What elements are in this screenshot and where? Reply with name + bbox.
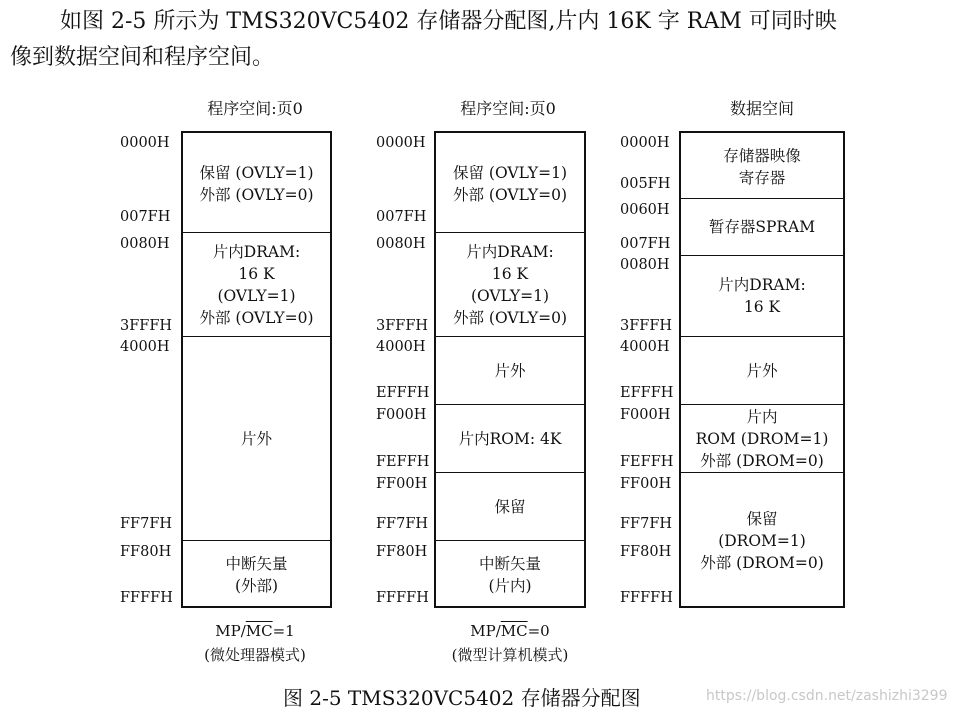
- memory-segment: [436, 540, 584, 608]
- mode-label: [452, 619, 569, 667]
- address-label: 005FH: [620, 176, 671, 192]
- address-label: FF7FH: [620, 516, 673, 532]
- segment-label-line: 外部 (OVLY=0): [452, 185, 568, 204]
- address-label: 0000H: [620, 135, 670, 151]
- address-label: FEFFH: [376, 454, 430, 470]
- segment-label: [681, 274, 843, 318]
- address-label: FF80H: [620, 544, 672, 560]
- memory-segment: [681, 336, 843, 404]
- address-label: 3FFFH: [376, 318, 429, 334]
- segment-label-line: 外部 (DROM=0): [700, 451, 824, 470]
- memory-segment: [183, 133, 330, 234]
- segment-label-line: 寄存器: [738, 168, 786, 187]
- address-label: FF80H: [120, 544, 172, 560]
- address-label: 0000H: [120, 135, 170, 151]
- address-label: FF7FH: [120, 516, 173, 532]
- address-label: 3FFFH: [620, 318, 673, 334]
- address-label: 007FH: [376, 209, 427, 225]
- intro-line-1: 如图 2-5 所示为 TMS320VC5402 存储器分配图,片内 16K 字 RAM 可同时映: [60, 9, 837, 34]
- address-label: 0080H: [376, 236, 426, 252]
- segment-label: [681, 406, 843, 472]
- mode-description: (微处理器模式): [204, 646, 306, 664]
- intro-line-2: 像到数据空间和程序空间。: [10, 45, 275, 70]
- segment-label: [681, 216, 843, 238]
- address-label: FFFFH: [620, 590, 673, 606]
- segment-label-line: 片内DRAM:: [212, 242, 301, 261]
- memory-segment: [681, 198, 843, 255]
- segment-label-line: 中断矢量: [478, 554, 541, 573]
- memory-segment: [436, 472, 584, 540]
- column-title: 程序空间:页0: [460, 99, 556, 118]
- segment-label-line: 片内: [746, 407, 778, 426]
- mode-formula: $MP/\overline{MC}=0$: [470, 622, 550, 640]
- address-label: 3FFFH: [120, 318, 173, 334]
- segment-label-line: 保留 (OVLY=1): [452, 163, 568, 182]
- memory-segment: [436, 404, 584, 472]
- address-label: 4000H: [120, 339, 170, 355]
- memory-segment: [436, 336, 584, 404]
- segment-label-line: 片内DRAM:: [466, 242, 554, 261]
- memory-segment: [183, 336, 330, 540]
- segment-label-line: 保留: [746, 509, 778, 528]
- segment-label-line: (片内): [488, 576, 532, 595]
- segment-label-line: 片外: [240, 429, 272, 448]
- segment-label-line: 外部 (OVLY=0): [452, 308, 568, 327]
- segment-label-line: (DROM=1): [718, 531, 806, 550]
- segment-label: [681, 145, 843, 189]
- address-label: F000H: [620, 407, 671, 423]
- segment-label-line: (OVLY=1): [470, 286, 550, 305]
- segment-label: [436, 360, 584, 382]
- mode-label: [204, 619, 306, 667]
- memory-segment: [681, 133, 843, 200]
- segment-label-line: 16 K: [743, 298, 781, 316]
- watermark: https://blog.csdn.net/zashizhi3299: [706, 688, 948, 704]
- address-label: 0080H: [120, 236, 170, 252]
- address-label: EFFFH: [620, 385, 674, 401]
- address-label: FF00H: [376, 476, 428, 492]
- address-label: EFFFH: [376, 385, 430, 401]
- address-label: 4000H: [376, 339, 426, 355]
- address-label: 0000H: [376, 135, 426, 151]
- segment-label-line: 片外: [494, 361, 526, 380]
- address-label: 007FH: [120, 209, 171, 225]
- segment-label: [436, 496, 584, 518]
- memory-map-box: [434, 131, 586, 608]
- segment-label: [436, 162, 584, 206]
- memory-segment: [681, 472, 843, 608]
- segment-label-line: 16 K: [238, 264, 275, 283]
- address-label: 007FH: [620, 236, 671, 252]
- segment-label: [436, 428, 584, 450]
- address-label: FF00H: [620, 476, 672, 492]
- segment-label-line: 外部 (DROM=0): [700, 553, 824, 572]
- segment-label: [183, 428, 330, 450]
- address-label: F000H: [376, 407, 427, 423]
- address-label: 0080H: [620, 257, 670, 273]
- segment-label: [183, 162, 330, 206]
- segment-label-line: 存储器映像: [723, 146, 801, 165]
- segment-label-line: 片内DRAM:: [718, 276, 806, 294]
- segment-label: [183, 241, 330, 329]
- column-title: 程序空间:页0: [207, 99, 303, 118]
- memory-segment: [681, 404, 843, 472]
- address-label: FFFFH: [376, 590, 429, 606]
- segment-label-line: 中断矢量: [225, 554, 288, 573]
- memory-segment: [681, 255, 843, 336]
- segment-label-line: 外部 (OVLY=0): [199, 185, 314, 204]
- segment-label-line: 保留 (OVLY=1): [199, 163, 314, 182]
- address-label: FFFFH: [120, 590, 173, 606]
- segment-label: [436, 553, 584, 597]
- segment-label-line: 暂存器SPRAM: [708, 218, 816, 236]
- segment-label-line: 片外: [746, 361, 778, 380]
- memory-segment: [436, 133, 584, 234]
- segment-label: [183, 553, 330, 597]
- memory-segment: [436, 232, 584, 336]
- segment-label-line: 保留: [494, 497, 526, 516]
- address-label: FF7FH: [376, 516, 429, 532]
- column-title: 数据空间: [729, 99, 795, 118]
- segment-label-line: 16 K: [491, 264, 529, 283]
- mode-description: (微型计算机模式): [451, 646, 569, 664]
- segment-label-line: (外部): [234, 576, 279, 595]
- memory-segment: [183, 540, 330, 608]
- memory-segment: [183, 232, 330, 336]
- segment-label: [681, 508, 843, 574]
- memory-map-box: [181, 131, 332, 608]
- segment-label-line: ROM (DROM=1): [695, 429, 829, 448]
- address-label: FEFFH: [620, 454, 674, 470]
- memory-map-box: [679, 131, 845, 608]
- segment-label-line: 片内ROM: 4K: [458, 429, 562, 448]
- mode-formula: $MP/\overline{MC}=1$: [215, 622, 295, 640]
- segment-label-line: 外部 (OVLY=0): [199, 308, 314, 327]
- address-label: 0060H: [620, 202, 670, 218]
- address-label: FF80H: [376, 544, 428, 560]
- segment-label: [436, 241, 584, 329]
- segment-label: [681, 360, 843, 382]
- figure-caption: 图 2-5 TMS320VC5402 存储器分配图: [283, 686, 641, 710]
- segment-label-line: (OVLY=1): [217, 286, 296, 305]
- address-label: 4000H: [620, 339, 670, 355]
